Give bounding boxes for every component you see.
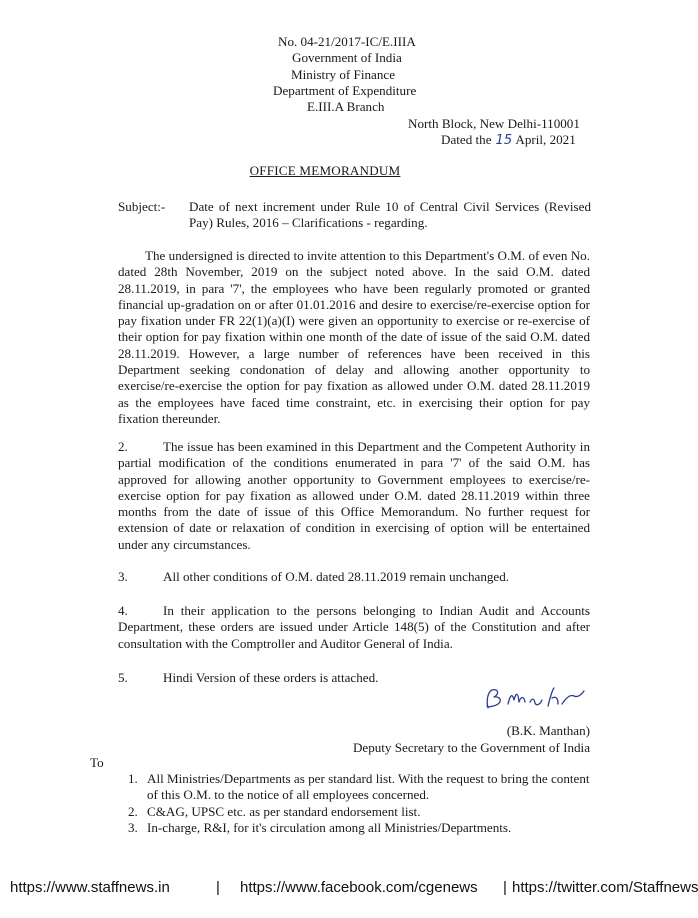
signatory-designation: Deputy Secretary to the Government of India [352,740,590,755]
paragraph-3-number: 3. [118,569,128,584]
list-item [118,804,590,820]
list-item-text: All Ministries/Departments as per standard list. With the request to bring the content of this O.M. to the notice of all employees concerned. [147,771,590,803]
paragraph-1-text: The undersigned is directed to invite attention to this Department's O.M. of even No. dated 28th November, 2019 on the subject noted above. In the said O.M. dated 28.11.2019, in para '7', the employees who have been regularly promoted or granted financial up-gradation on or after 01.01.2016 and desire to exercise/re-exercise option for pay fixation under FR 22(1)(a)(I) were given an opportunity to exercise or re-exercise of their option for pay fixation within one month of the date of issue of the said O.M. dated 28.11.2019. However, a large number of references have been received in this Department seeking condonation of delay and allowing another opportunity to exercise/re-exercise the option for pay fixation as allowed under O.M. dated 28.11.2019 as the employees have faced time constraint, etc. in exercising their option for pay fixation thereunder. [118,248,590,426]
paragraph-4-text: In their application to the persons belonging to Indian Audit and Accounts Department, these orders are issued under Article 148(5) of the Constitution and after consultation with the Comptroller and Auditor General of India. [118,603,590,651]
paragraph-3 [118,569,590,585]
ministry-name: Ministry of Finance [291,66,396,82]
list-item [118,771,590,804]
paragraph-5-text: Hindi Version of these orders is attached. [163,670,379,685]
paragraph-4-number: 4. [118,603,128,618]
address: North Block, New Delhi-110001 [408,115,580,131]
paragraph-2-number: 2. [118,439,128,454]
paragraph-3-text: All other conditions of O.M. dated 28.11.2019 remain unchanged. [163,569,510,584]
paragraph-2 [118,439,590,553]
date-prefix: Dated the [441,131,492,147]
to-label: To [90,755,104,770]
branch-name: E.III.A Branch [307,99,385,115]
government-name: Government of India [292,50,402,66]
paragraph-5-number: 5. [118,670,128,685]
list-item-number: 2. [128,803,138,819]
footer-link-twitter[interactable]: https://twitter.com/Staffnews [512,879,698,896]
distribution-list [118,771,590,836]
paragraph-4 [118,603,590,652]
subject-text: Date of next increment under Rule 10 of Central Civil Services (Revised Pay) Rules, 2016 – Clarifications - regarding. [189,199,591,231]
file-number: No. 04-21/2017-IC/E.IIIA [278,34,416,49]
footer-separator: | [216,879,220,896]
document-title: OFFICE MEMORANDUM [249,163,401,178]
list-item [118,820,590,836]
paragraph-1 [118,248,590,427]
footer-separator: | [503,879,507,896]
list-item-text: C&AG, UPSC etc. as per standard endorsement list. [147,803,421,819]
department-name: Department of Expenditure [273,82,417,98]
signatory-name: (B.K. Manthan) [506,723,590,738]
handwritten-day: 15 [495,132,513,148]
list-item-number: 1. [128,771,138,786]
subject-label: Subject:- [118,199,166,214]
date-suffix: April, 2021 [515,131,576,147]
footer-link-facebook[interactable]: https://www.facebook.com/cgenews [240,879,478,896]
date-line [441,132,576,149]
list-item-text: In-charge, R&I, for it's circulation among all Ministries/Departments. [147,819,512,835]
list-item-number: 3. [128,819,138,835]
signature [478,682,588,716]
paragraph-2-text: The issue has been examined in this Department and the Competent Authority in partial modification of the conditions enumerated in para '7' of the said O.M. has approved for allowing another opportunity to Government employees to exercise/re-exercise option for pay fixation as allowed under O.M. dated 28.11.2019 within three months from the date of issue of this Office Memorandum. No further request for extension of date or relaxation of condition in exercising of option will be entertained under any circumstances. [118,439,590,552]
footer-link-staffnews[interactable]: https://www.staffnews.in [10,879,170,896]
